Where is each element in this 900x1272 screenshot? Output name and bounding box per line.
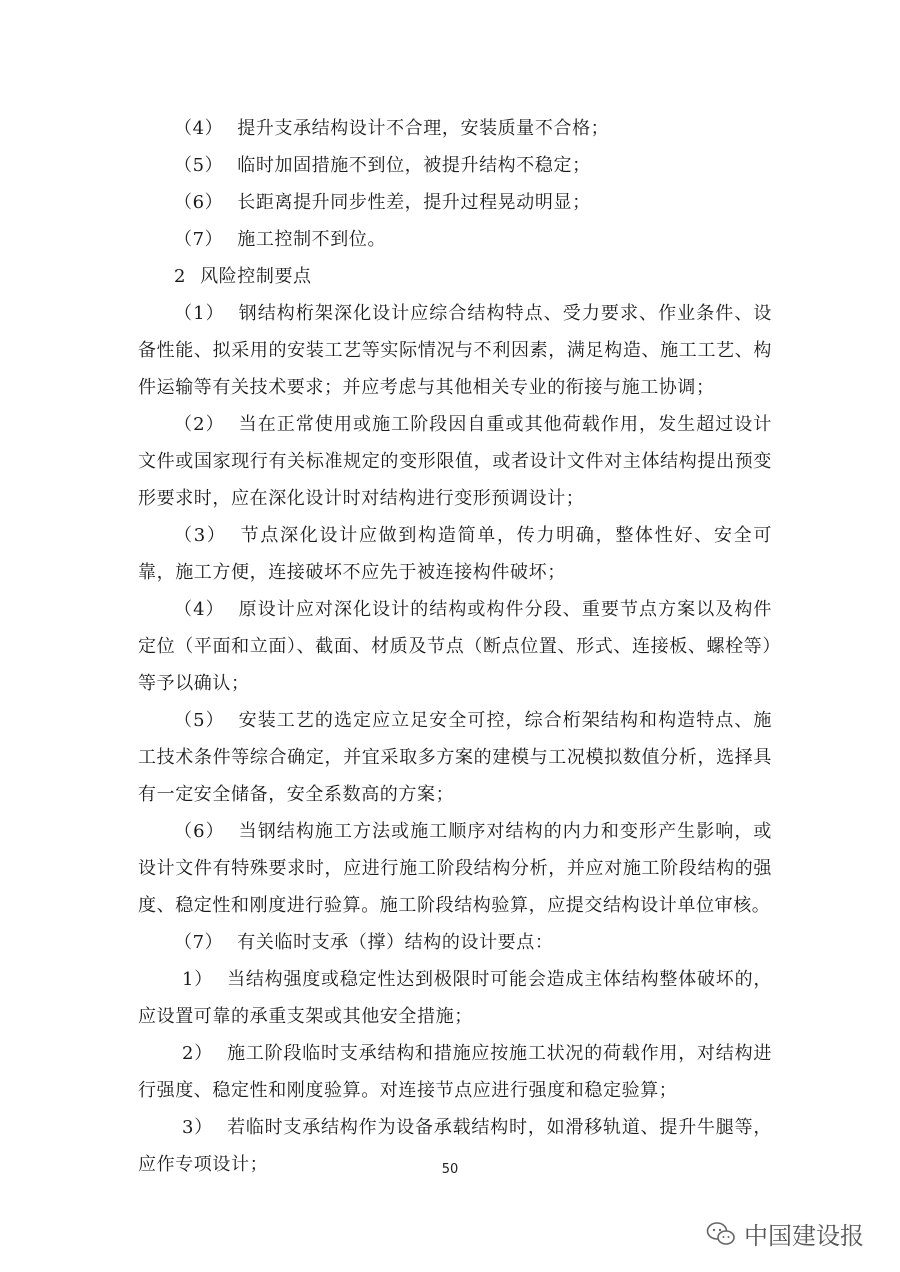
body-text (138, 110, 772, 1183)
sub-item-3: 3） 若临时支承结构作为设备承载结构时，如滑移轨道、提升牛腿等，应作专项设计； (138, 1117, 773, 1175)
list-item-5-risk: （5） 临时加固措施不到位，被提升结构不稳定； (174, 155, 591, 176)
sub-item-1: 1） 当结构强度或稳定性达到极限时可能会造成主体结构整体破坏的，应设置可靠的承重支架或其他安全措施； (138, 969, 773, 1027)
list-item-7-risk: （7） 施工控制不到位。 (174, 229, 387, 250)
watermark (706, 1216, 864, 1251)
page-number: 50 (441, 1162, 459, 1177)
watermark-text: 中国建设报 (744, 1222, 864, 1250)
control-item-2: （2） 当在正常使用或施工阶段因自重或其他荷载作用，发生超过设计文件或国家现行有关标准规定的变形限值，或者设计文件对主体结构提出预变形要求时，应在深化设计时对结构进行变形预调设计； (138, 414, 772, 509)
control-item-5: （5） 安装工艺的选定应立足安全可控，综合桁架结构和构造特点、施工技术条件等综合确定，并宜采取多方案的建模与工况模拟数值分析，选择具有一定安全储备，安全系数高的方案； (138, 710, 772, 805)
list-item-4-risk: （4） 提升支承结构设计不合理，安装质量不合格； (174, 118, 610, 139)
control-item-4: （4） 原设计应对深化设计的结构或构件分段、重要节点方案以及构件定位（平面和立面）、截面、材质及节点（断点位置、形式、连接板、螺栓等）等予以确认； (138, 599, 772, 694)
control-item-3: （3） 节点深化设计应做到构造简单，传力明确，整体性好、安全可靠，施工方便，连接破坏不应先于被连接构件破坏； (138, 525, 772, 583)
sub-item-2: 2） 施工阶段临时支承结构和措施应按施工状况的荷载作用，对结构进行强度、稳定性和刚度验算。对连接节点应进行强度和稳定验算； (138, 1043, 773, 1101)
control-item-1: （1） 钢结构桁架深化设计应综合结构特点、受力要求、作业条件、设备性能、拟采用的安装工艺等实际情况与不利因素，满足构造、施工工艺、构件运输等有关技术要求；并应考虑与其他相关专业的衔接与施工协调； (138, 303, 772, 398)
control-item-6: （6） 当钢结构施工方法或施工顺序对结构的内力和变形产生影响，或设计文件有特殊要求时，应进行施工阶段结构分析，并应对施工阶段结构的强度、稳定性和刚度进行验算。施工阶段结构验算，应提交结构设计单位审核。 (138, 821, 772, 916)
list-item-6-risk: （6） 长距离提升同步性差，提升过程晃动明显； (174, 192, 591, 213)
wechat-icon (706, 1221, 736, 1247)
section-heading: 2 风险控制要点 (174, 266, 312, 287)
control-item-7: （7） 有关临时支承（撑）结构的设计要点： (174, 932, 554, 953)
